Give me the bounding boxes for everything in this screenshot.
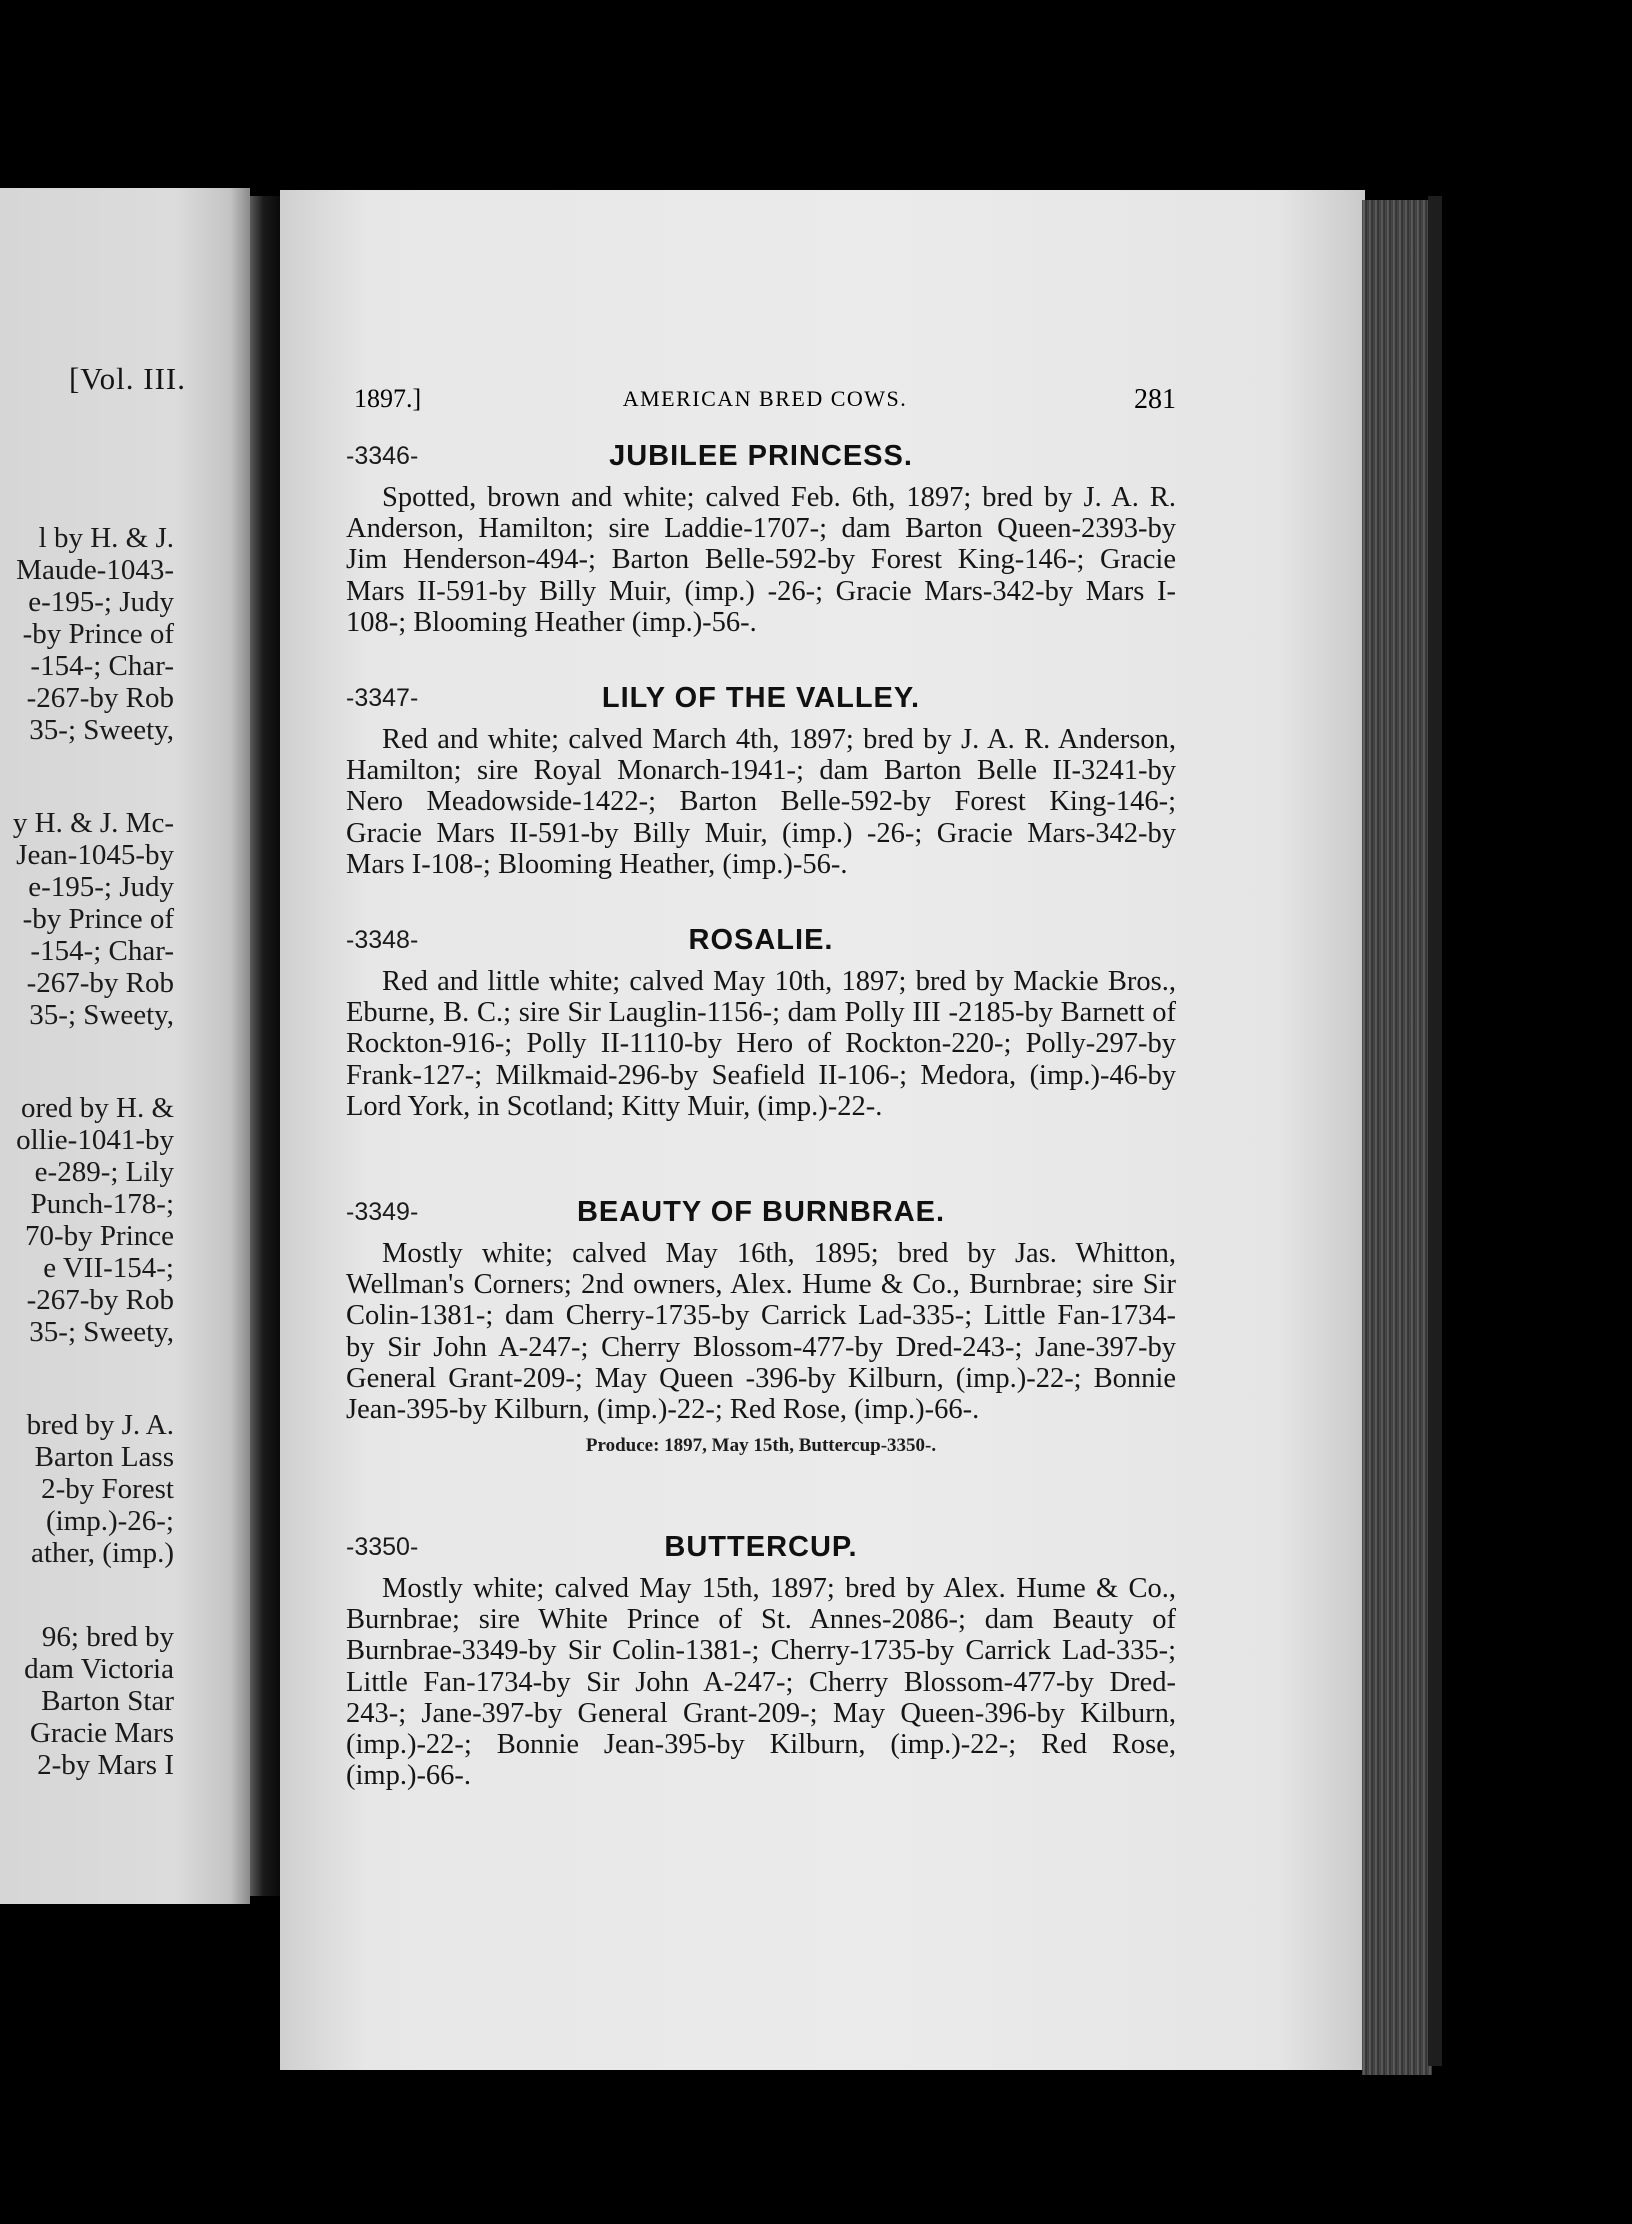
- entry-pedigree-text: Spotted, brown and white; calved Feb. 6th, 1897; bred by J. A. R. Anderson, Hamilton; sire Laddie-1707-; dam Barton Queen-2393-by Jim Henderson-494-; Barton Belle-592-by Forest King-146-; Gracie Mars II-591-by Billy Muir, (imp.) -26-; Gracie Mars-342-by Mars I-108-; Blooming Heather (imp.)-56-.: [346, 482, 1176, 638]
- entry-name: LILY OF THE VALLEY.: [601, 682, 921, 714]
- entry-heading: [346, 442, 1176, 482]
- entry-number: -3350-: [346, 1533, 419, 1561]
- running-head-year: 1897.]: [354, 384, 422, 413]
- facing-page-line: 96; bred by: [41, 1621, 174, 1653]
- entry-name: BEAUTY OF BURNBRAE.: [576, 1196, 946, 1228]
- facing-page-line: Gracie Mars: [29, 1717, 174, 1749]
- entry-heading: [346, 1533, 1176, 1573]
- entry-produce-note: Produce: 1897, May 15th, Buttercup-3350-.: [585, 1435, 937, 1457]
- entry-pedigree-text: Mostly white; calved May 16th, 1895; bred by Jas. Whitton, Wellman's Corners; 2nd owners, Alex. Hume & Co., Burnbrae; sire Sir Colin-1381-; dam Cherry-1735-by Carrick Lad-335-; Little Fan-1734-by Sir John A-247-; Cherry Blossom-477-by Dred-243-; Jane-397-by General Grant-209-; May Queen -396-by Kilburn, (imp.)-22-; Bonnie Jean-395-by Kilburn, (imp.)-22-; Red Rose, (imp.)-66-.: [346, 1238, 1176, 1426]
- entry-pedigree-text: Mostly white; calved May 15th, 1897; bred by Alex. Hume & Co., Burnbrae; sire White Prince of St. Annes-2086-; dam Beauty of Burnbrae-3349-by Sir Colin-1381-; Cherry-1735-by Carrick Lad-335-; Little Fan-1734-by Sir John A-247-; Cherry Blossom-477-by Dred-243-; Jane-397-by General Grant-209-; May Queen-396-by Kilburn, (imp.)-22-; Bonnie Jean-395-by Kilburn, (imp.)-22-; Red Rose, (imp.)-66-.: [346, 1573, 1176, 1792]
- facing-page: [0, 188, 250, 1904]
- cow-entry: [346, 1198, 1176, 1457]
- facing-page-line: -by Prince of: [22, 618, 174, 650]
- facing-page-line: 2-by Forest: [41, 1473, 174, 1505]
- cow-entry: [346, 684, 1176, 880]
- facing-page-line: ored by H. &: [20, 1092, 174, 1124]
- entry-heading: [346, 684, 1176, 724]
- facing-page-line: bred by J. A.: [26, 1409, 174, 1441]
- entry-number: -3349-: [346, 1198, 419, 1226]
- entry-number: -3348-: [346, 926, 419, 954]
- entry-number: -3346-: [346, 442, 419, 470]
- facing-page-line: ollie-1041-by: [16, 1124, 174, 1156]
- facing-page-line: -by Prince of: [22, 903, 174, 935]
- facing-page-header: [Vol. III.: [68, 361, 186, 396]
- facing-page-line: dam Victoria: [24, 1653, 174, 1685]
- running-head: [354, 384, 1176, 420]
- facing-page-line: 35-; Sweety,: [29, 999, 174, 1031]
- facing-page-line: 2-by Mars I: [37, 1749, 174, 1781]
- running-head-title: AMERICAN BRED COWS.: [622, 386, 908, 411]
- cow-entry: [346, 926, 1176, 1122]
- facing-page-line: y H. & J. Mc-: [12, 807, 174, 839]
- facing-page-line: (imp.)-26-;: [45, 1505, 174, 1537]
- page-number: 281: [1134, 384, 1176, 415]
- book-gutter: [250, 196, 280, 1896]
- facing-page-line: Maude-1043-: [16, 554, 174, 586]
- facing-page-line: -154-; Char-: [30, 650, 174, 682]
- facing-page-line: Barton Lass: [34, 1441, 174, 1473]
- entry-name: ROSALIE.: [688, 924, 834, 956]
- facing-page-line: 35-; Sweety,: [29, 714, 174, 746]
- facing-page-line: e VII-154-;: [43, 1252, 174, 1284]
- facing-page-line: l by H. & J.: [38, 522, 174, 554]
- facing-page-line: Jean-1045-by: [16, 839, 174, 871]
- cow-entry: [346, 442, 1176, 638]
- facing-page-line: e-195-; Judy: [28, 871, 174, 903]
- entry-number: -3347-: [346, 684, 419, 712]
- facing-page-line: -267-by Rob: [26, 1284, 174, 1316]
- facing-page-line: 70-by Prince: [25, 1220, 174, 1252]
- entry-name: JUBILEE PRINCESS.: [609, 440, 913, 472]
- book-cover-edge: [1428, 196, 1442, 2066]
- entry-heading: [346, 1198, 1176, 1238]
- facing-page-line: -267-by Rob: [26, 967, 174, 999]
- cow-entry: [346, 1533, 1176, 1791]
- entry-name: BUTTERCUP.: [664, 1531, 858, 1563]
- facing-page-line: -154-; Char-: [30, 935, 174, 967]
- entry-pedigree-text: Red and white; calved March 4th, 1897; bred by J. A. R. Anderson, Hamilton; sire Royal Monarch-1941-; dam Barton Belle II-3241-by Nero Meadowside-1422-; Barton Belle-592-by Forest King-146-; Gracie Mars II-591-by Billy Muir, (imp.) -26-; Gracie Mars-342-by Mars I-108-; Blooming Heather, (imp.)-56-.: [346, 724, 1176, 880]
- facing-page-line: Barton Star: [41, 1685, 174, 1717]
- facing-page-line: ather, (imp.): [31, 1537, 174, 1569]
- facing-page-line: e-289-; Lily: [34, 1156, 174, 1188]
- facing-page-line: Punch-178-;: [30, 1188, 174, 1220]
- facing-page-line: 35-; Sweety,: [29, 1316, 174, 1348]
- entry-heading: [346, 926, 1176, 966]
- facing-page-line: e-195-; Judy: [28, 586, 174, 618]
- facing-page-line: -267-by Rob: [26, 682, 174, 714]
- entry-pedigree-text: Red and little white; calved May 10th, 1897; bred by Mackie Bros., Eburne, B. C.; sire Sir Lauglin-1156-; dam Polly III -2185-by Barnett of Rockton-916-; Polly II-1110-by Hero of Rockton-220-; Polly-297-by Frank-127-; Milkmaid-296-by Seafield II-106-; Medora, (imp.)-46-by Lord York, in Scotland; Kitty Muir, (imp.)-22-.: [346, 966, 1176, 1122]
- page-fore-edge: [1362, 200, 1432, 2075]
